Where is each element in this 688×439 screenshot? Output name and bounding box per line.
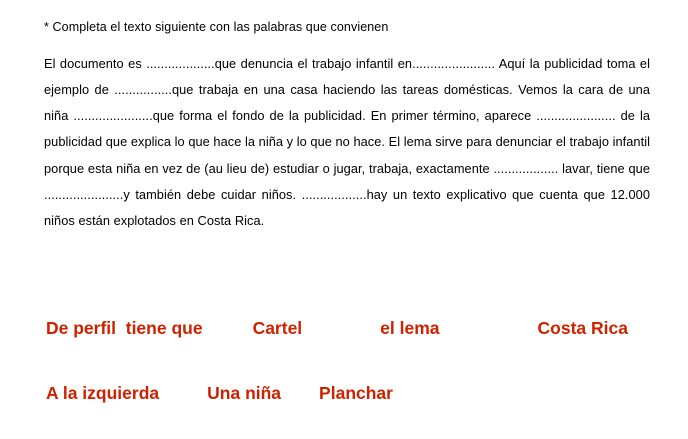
word-bank-item[interactable]: el lema <box>380 318 440 338</box>
word-bank-item[interactable]: Cartel <box>252 318 303 338</box>
word-bank <box>44 318 650 404</box>
word-bank-item[interactable]: Una niña <box>207 383 282 403</box>
exercise-instruction: * Completa el texto siguiente con las palabras que convienen <box>44 20 389 34</box>
exercise-body <box>44 51 650 235</box>
word-bank-item[interactable]: Costa Rica <box>537 318 628 338</box>
word-bank-item[interactable]: A la izquierda <box>46 383 160 403</box>
word-bank-row-1 <box>44 318 650 339</box>
word-bank-item[interactable]: Planchar <box>319 383 393 403</box>
exercise-paragraph: El documento es ...................que denuncia el trabajo infantil en....................... Aquí la publicidad toma el ejemplo de ................que trabaja en una casa haciendo las tareas domésticas. Vemos la cara de una niña ......................que forma el fondo de la publicidad. En primer término, aparece ...................... de la publicidad que explica lo que hace la niña y lo que no hace. El lema sirve para denunciar el trabajo infantil porque esta niña en vez de (au lieu de) estudiar o jugar, trabaja, exactamente .................. lavar, tiene que ......................y también debe cuidar niños. ..................hay un texto explicativo que cuenta que 12.000 niños están explotados en Costa Rica. <box>44 55 650 229</box>
word-bank-row-2 <box>44 383 650 404</box>
word-bank-item[interactable]: De perfil tiene que <box>46 318 203 338</box>
